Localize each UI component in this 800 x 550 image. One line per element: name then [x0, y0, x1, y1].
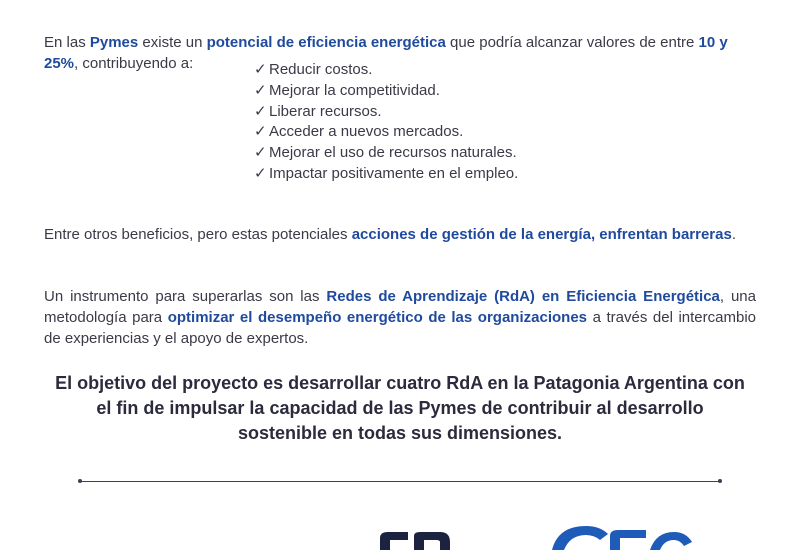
checklist-item-label: Reducir costos. — [269, 61, 373, 78]
divider-dot — [78, 479, 82, 483]
barriers-paragraph — [44, 224, 756, 245]
rda-text: a través del intercambio de experiencias y el apoyo de expertos. — [44, 309, 756, 347]
intro-highlight-potencial: potencial de eficiencia energética — [206, 34, 446, 51]
intro-highlight-range: 10 y 25% — [44, 34, 728, 72]
rda-highlight-redes: Redes de Aprendizaje (RdA) en Eficiencia Energética — [326, 288, 720, 305]
intro-highlight-pymes: Pymes — [89, 34, 139, 51]
section-divider — [80, 481, 720, 482]
intro-text: En las — [44, 34, 90, 51]
checklist-item-label: Impactar positivamente en el empleo. — [269, 164, 519, 182]
intro-text: existe un — [138, 34, 207, 51]
checklist-item — [254, 143, 518, 164]
checklist-item-label: Mejorar el uso de recursos naturales. — [269, 144, 517, 162]
checklist-item — [254, 102, 518, 123]
checklist-item-label: Liberar recursos. — [269, 102, 382, 120]
checklist-item — [254, 122, 518, 143]
project-objective: El objetivo del proyecto es desarrollar cuatro RdA en la Patagonia Argentina con el fin de impulsar la capacidad de las Pymes de contribuir al desarrollo sostenible en todas sus dimensiones. — [55, 373, 745, 443]
checklist-item — [254, 164, 518, 185]
logo-right-blue — [548, 522, 693, 550]
intro-text: , contribuyendo a: — [74, 55, 194, 72]
check-icon: ✓ — [254, 144, 267, 162]
benefits-checklist — [254, 60, 518, 185]
logo-left-dark — [374, 528, 456, 550]
barriers-text: . — [731, 226, 737, 243]
check-icon: ✓ — [254, 102, 267, 120]
check-icon: ✓ — [254, 123, 267, 141]
rda-text: Un instrumento para superarlas son las — [44, 288, 327, 305]
check-icon: ✓ — [254, 61, 267, 78]
barriers-highlight: acciones de gestión de la energía, enfrentan barreras — [351, 226, 732, 243]
divider-dot — [718, 479, 722, 483]
rda-paragraph — [44, 286, 756, 349]
intro-text: que podría alcanzar valores de entre — [445, 34, 699, 51]
checklist-item-label: Acceder a nuevos mercados. — [269, 123, 464, 141]
check-icon: ✓ — [254, 164, 267, 182]
rda-highlight-optimizar: optimizar el desempeño energético de las organizaciones — [167, 309, 588, 326]
checklist-item — [254, 60, 518, 81]
check-icon: ✓ — [254, 81, 267, 99]
barriers-text: Entre otros beneficios, pero estas potenciales — [44, 226, 352, 243]
checklist-item-label: Mejorar la competitividad. — [269, 81, 440, 99]
rda-text: , una metodología para — [44, 288, 756, 326]
checklist-item — [254, 81, 518, 102]
